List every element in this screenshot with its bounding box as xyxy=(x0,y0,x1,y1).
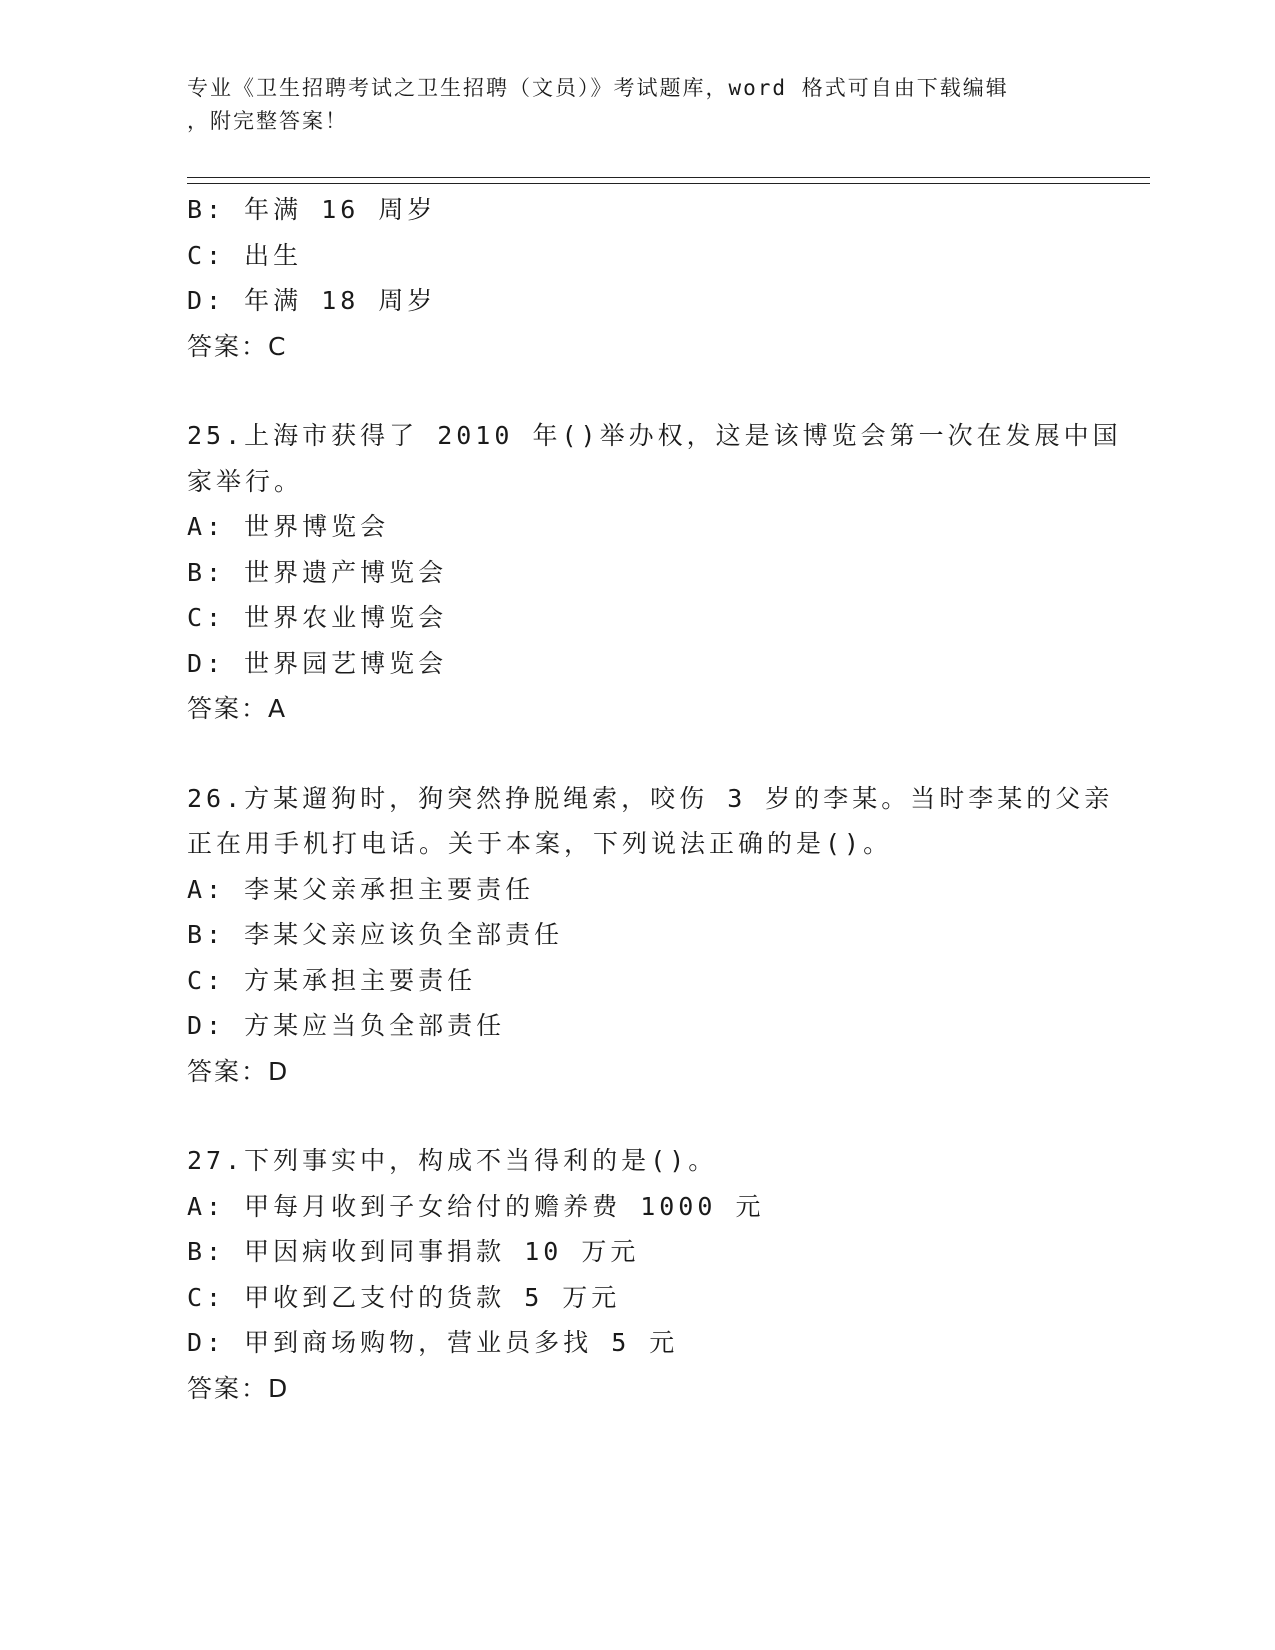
header-line-2: ，附完整答案！ xyxy=(187,109,348,133)
question-list xyxy=(187,187,1122,1411)
option-d: D: 甲到商场购物，营业员多找 5 元 xyxy=(187,1328,679,1357)
option-b: B: 甲因病收到同事捐款 10 万元 xyxy=(187,1237,640,1266)
question-26 xyxy=(187,776,1114,1095)
question-stem: 27.下列事实中，构成不当得利的是()。 xyxy=(187,1146,718,1175)
option-b: B: 年满 16 周岁 xyxy=(187,195,437,224)
answer-label: 答案：A xyxy=(187,694,288,723)
option-d: D: 方某应当负全部责任 xyxy=(187,1011,506,1040)
header-line-1: 专业《卫生招聘考试之卫生招聘（文员）》考试题库，word 格式可自由下载编辑 xyxy=(187,76,1009,100)
header-divider-bottom xyxy=(187,183,1150,184)
option-c: C: 甲收到乙支付的货款 5 万元 xyxy=(187,1282,621,1312)
answer-label: 答案：D xyxy=(187,1373,290,1403)
option-b: B: 李某父亲应该负全部责任 xyxy=(187,920,564,949)
option-a: A: 李某父亲承担主要责任 xyxy=(187,874,535,904)
option-d: D: 世界园艺博览会 xyxy=(187,648,448,678)
answer-label: 答案：D xyxy=(187,1056,290,1086)
option-c: C: 方某承担主要责任 xyxy=(187,965,477,995)
question-stem: 26.方某遛狗时，狗突然挣脱绳索，咬伤 3 岁的李某。当时李某的父亲 xyxy=(187,783,1114,813)
question-27 xyxy=(187,1138,1087,1411)
option-c: C: 世界农业博览会 xyxy=(187,603,448,632)
answer-label: 答案：C xyxy=(187,331,288,361)
document-header xyxy=(187,72,1067,138)
option-b: B: 世界遗产博览会 xyxy=(187,557,448,587)
question-25 xyxy=(187,413,1122,732)
question-stem-cont: 家举行。 xyxy=(187,466,304,496)
question-stem-cont: 正在用手机打电话。关于本案，下列说法正确的是()。 xyxy=(187,829,893,858)
option-a: A: 甲每月收到子女给付的赡养费 1000 元 xyxy=(187,1191,765,1221)
question-stem: 25.上海市获得了 2010 年()举办权，这是该博览会第一次在发展中国 xyxy=(187,421,1122,450)
option-d: D: 年满 18 周岁 xyxy=(187,286,437,315)
option-c: C: 出生 xyxy=(187,240,303,270)
option-a: A: 世界博览会 xyxy=(187,512,390,541)
question-24-continued xyxy=(187,187,1087,369)
header-divider-top xyxy=(187,177,1150,178)
